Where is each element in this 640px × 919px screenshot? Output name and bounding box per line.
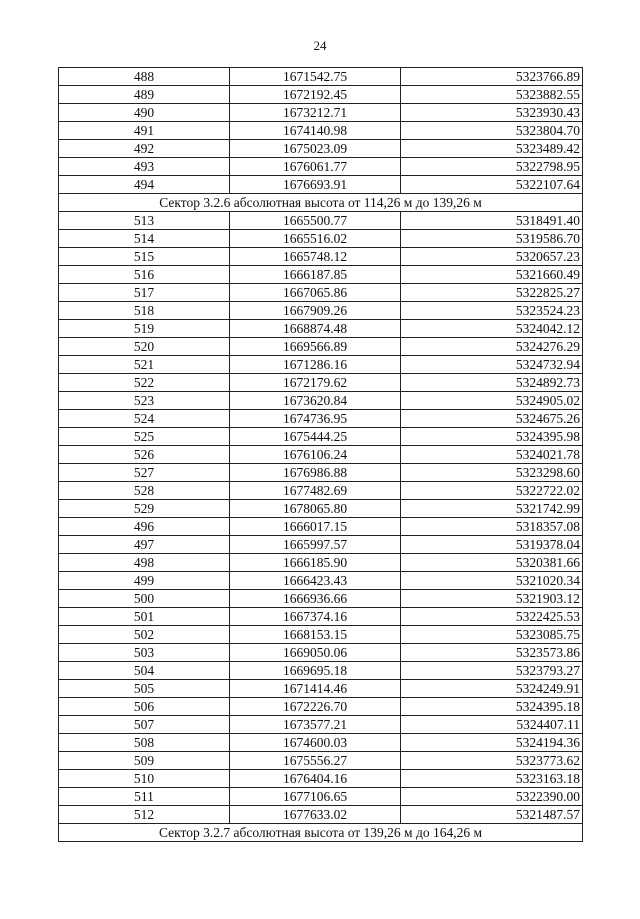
- table-row: [59, 122, 583, 140]
- table-row: [59, 698, 583, 716]
- x-coordinate-cell: 1671542.75: [230, 68, 401, 86]
- coordinates-table-body: [59, 68, 583, 842]
- table-row: [59, 464, 583, 482]
- y-coordinate-cell: 5324675.26: [401, 410, 583, 428]
- table-row: [59, 716, 583, 734]
- y-coordinate-cell: 5323882.55: [401, 86, 583, 104]
- point-number-cell: 498: [59, 554, 230, 572]
- y-coordinate-cell: 5321660.49: [401, 266, 583, 284]
- table-row: [59, 68, 583, 86]
- point-number-cell: 493: [59, 158, 230, 176]
- point-number-cell: 499: [59, 572, 230, 590]
- table-row: [59, 320, 583, 338]
- y-coordinate-cell: 5322722.02: [401, 482, 583, 500]
- y-coordinate-cell: 5321742.99: [401, 500, 583, 518]
- x-coordinate-cell: 1675023.09: [230, 140, 401, 158]
- sector-title: Сектор 3.2.7 абсолютная высота от 139,26 м до 164,26 м: [59, 824, 583, 842]
- y-coordinate-cell: 5321020.34: [401, 572, 583, 590]
- table-row: [59, 734, 583, 752]
- x-coordinate-cell: 1676693.91: [230, 176, 401, 194]
- y-coordinate-cell: 5322425.53: [401, 608, 583, 626]
- x-coordinate-cell: 1673212.71: [230, 104, 401, 122]
- point-number-cell: 489: [59, 86, 230, 104]
- table-row: [59, 266, 583, 284]
- x-coordinate-cell: 1674600.03: [230, 734, 401, 752]
- y-coordinate-cell: 5323085.75: [401, 626, 583, 644]
- point-number-cell: 516: [59, 266, 230, 284]
- point-number-cell: 502: [59, 626, 230, 644]
- y-coordinate-cell: 5324395.18: [401, 698, 583, 716]
- y-coordinate-cell: 5324395.98: [401, 428, 583, 446]
- x-coordinate-cell: 1666185.90: [230, 554, 401, 572]
- point-number-cell: 527: [59, 464, 230, 482]
- x-coordinate-cell: 1668153.15: [230, 626, 401, 644]
- y-coordinate-cell: 5318357.08: [401, 518, 583, 536]
- x-coordinate-cell: 1671414.46: [230, 680, 401, 698]
- x-coordinate-cell: 1667374.16: [230, 608, 401, 626]
- table-row: [59, 482, 583, 500]
- x-coordinate-cell: 1669050.06: [230, 644, 401, 662]
- table-row: [59, 302, 583, 320]
- point-number-cell: 517: [59, 284, 230, 302]
- point-number-cell: 500: [59, 590, 230, 608]
- y-coordinate-cell: 5324892.73: [401, 374, 583, 392]
- y-coordinate-cell: 5320657.23: [401, 248, 583, 266]
- table-row: [59, 356, 583, 374]
- x-coordinate-cell: 1676986.88: [230, 464, 401, 482]
- x-coordinate-cell: 1671286.16: [230, 356, 401, 374]
- point-number-cell: 522: [59, 374, 230, 392]
- x-coordinate-cell: 1666017.15: [230, 518, 401, 536]
- table-row: [59, 446, 583, 464]
- y-coordinate-cell: 5318491.40: [401, 212, 583, 230]
- y-coordinate-cell: 5324732.94: [401, 356, 583, 374]
- y-coordinate-cell: 5324407.11: [401, 716, 583, 734]
- page-number: 24: [313, 38, 327, 53]
- point-number-cell: 513: [59, 212, 230, 230]
- point-number-cell: 523: [59, 392, 230, 410]
- table-row: [59, 662, 583, 680]
- x-coordinate-cell: 1666423.43: [230, 572, 401, 590]
- point-number-cell: 501: [59, 608, 230, 626]
- table-row: [59, 518, 583, 536]
- point-number-cell: 510: [59, 770, 230, 788]
- x-coordinate-cell: 1669566.89: [230, 338, 401, 356]
- table-row: [59, 410, 583, 428]
- x-coordinate-cell: 1665997.57: [230, 536, 401, 554]
- y-coordinate-cell: 5324905.02: [401, 392, 583, 410]
- x-coordinate-cell: 1674140.98: [230, 122, 401, 140]
- sector-header-row: [59, 194, 583, 212]
- x-coordinate-cell: 1672226.70: [230, 698, 401, 716]
- x-coordinate-cell: 1667065.86: [230, 284, 401, 302]
- table-row: [59, 248, 583, 266]
- table-row: [59, 212, 583, 230]
- table-row: [59, 230, 583, 248]
- point-number-cell: 508: [59, 734, 230, 752]
- table-row: [59, 392, 583, 410]
- point-number-cell: 503: [59, 644, 230, 662]
- y-coordinate-cell: 5323793.27: [401, 662, 583, 680]
- table-row: [59, 572, 583, 590]
- point-number-cell: 519: [59, 320, 230, 338]
- y-coordinate-cell: 5323773.62: [401, 752, 583, 770]
- x-coordinate-cell: 1672179.62: [230, 374, 401, 392]
- x-coordinate-cell: 1676404.16: [230, 770, 401, 788]
- x-coordinate-cell: 1673577.21: [230, 716, 401, 734]
- x-coordinate-cell: 1669695.18: [230, 662, 401, 680]
- point-number-cell: 520: [59, 338, 230, 356]
- y-coordinate-cell: 5319378.04: [401, 536, 583, 554]
- point-number-cell: 496: [59, 518, 230, 536]
- table-row: [59, 176, 583, 194]
- point-number-cell: 504: [59, 662, 230, 680]
- y-coordinate-cell: 5323766.89: [401, 68, 583, 86]
- table-row: [59, 590, 583, 608]
- point-number-cell: 488: [59, 68, 230, 86]
- x-coordinate-cell: 1666187.85: [230, 266, 401, 284]
- table-row: [59, 608, 583, 626]
- table-row: [59, 104, 583, 122]
- y-coordinate-cell: 5321487.57: [401, 806, 583, 824]
- table-row: [59, 428, 583, 446]
- y-coordinate-cell: 5323804.70: [401, 122, 583, 140]
- y-coordinate-cell: 5322798.95: [401, 158, 583, 176]
- x-coordinate-cell: 1677633.02: [230, 806, 401, 824]
- point-number-cell: 524: [59, 410, 230, 428]
- point-number-cell: 490: [59, 104, 230, 122]
- point-number-cell: 525: [59, 428, 230, 446]
- x-coordinate-cell: 1666936.66: [230, 590, 401, 608]
- y-coordinate-cell: 5320381.66: [401, 554, 583, 572]
- point-number-cell: 509: [59, 752, 230, 770]
- y-coordinate-cell: 5323489.42: [401, 140, 583, 158]
- point-number-cell: 491: [59, 122, 230, 140]
- table-row: [59, 374, 583, 392]
- point-number-cell: 529: [59, 500, 230, 518]
- x-coordinate-cell: 1668874.48: [230, 320, 401, 338]
- y-coordinate-cell: 5322390.00: [401, 788, 583, 806]
- y-coordinate-cell: 5323524.23: [401, 302, 583, 320]
- y-coordinate-cell: 5324194.36: [401, 734, 583, 752]
- x-coordinate-cell: 1672192.45: [230, 86, 401, 104]
- sector-header-row: [59, 824, 583, 842]
- point-number-cell: 511: [59, 788, 230, 806]
- x-coordinate-cell: 1665500.77: [230, 212, 401, 230]
- x-coordinate-cell: 1667909.26: [230, 302, 401, 320]
- y-coordinate-cell: 5324249.91: [401, 680, 583, 698]
- point-number-cell: 506: [59, 698, 230, 716]
- table-row: [59, 680, 583, 698]
- point-number-cell: 505: [59, 680, 230, 698]
- y-coordinate-cell: 5321903.12: [401, 590, 583, 608]
- y-coordinate-cell: 5324042.12: [401, 320, 583, 338]
- point-number-cell: 526: [59, 446, 230, 464]
- y-coordinate-cell: 5322825.27: [401, 284, 583, 302]
- point-number-cell: 492: [59, 140, 230, 158]
- x-coordinate-cell: 1665748.12: [230, 248, 401, 266]
- point-number-cell: 507: [59, 716, 230, 734]
- x-coordinate-cell: 1676061.77: [230, 158, 401, 176]
- table-row: [59, 752, 583, 770]
- table-row: [59, 788, 583, 806]
- point-number-cell: 528: [59, 482, 230, 500]
- table-row: [59, 644, 583, 662]
- table-row: [59, 284, 583, 302]
- x-coordinate-cell: 1677106.65: [230, 788, 401, 806]
- x-coordinate-cell: 1675556.27: [230, 752, 401, 770]
- table-row: [59, 86, 583, 104]
- table-row: [59, 770, 583, 788]
- point-number-cell: 494: [59, 176, 230, 194]
- x-coordinate-cell: 1676106.24: [230, 446, 401, 464]
- x-coordinate-cell: 1675444.25: [230, 428, 401, 446]
- y-coordinate-cell: 5324021.78: [401, 446, 583, 464]
- y-coordinate-cell: 5319586.70: [401, 230, 583, 248]
- table-row: [59, 338, 583, 356]
- coordinates-table: [58, 67, 583, 842]
- table-row: [59, 626, 583, 644]
- table-row: [59, 536, 583, 554]
- table-row: [59, 554, 583, 572]
- x-coordinate-cell: 1674736.95: [230, 410, 401, 428]
- point-number-cell: 515: [59, 248, 230, 266]
- table-row: [59, 158, 583, 176]
- point-number-cell: 497: [59, 536, 230, 554]
- x-coordinate-cell: 1665516.02: [230, 230, 401, 248]
- point-number-cell: 518: [59, 302, 230, 320]
- y-coordinate-cell: 5323930.43: [401, 104, 583, 122]
- y-coordinate-cell: 5322107.64: [401, 176, 583, 194]
- table-row: [59, 806, 583, 824]
- x-coordinate-cell: 1677482.69: [230, 482, 401, 500]
- point-number-cell: 521: [59, 356, 230, 374]
- y-coordinate-cell: 5323573.86: [401, 644, 583, 662]
- point-number-cell: 512: [59, 806, 230, 824]
- y-coordinate-cell: 5323298.60: [401, 464, 583, 482]
- table-row: [59, 500, 583, 518]
- table-row: [59, 140, 583, 158]
- x-coordinate-cell: 1678065.80: [230, 500, 401, 518]
- point-number-cell: 514: [59, 230, 230, 248]
- y-coordinate-cell: 5324276.29: [401, 338, 583, 356]
- sector-title: Сектор 3.2.6 абсолютная высота от 114,26 м до 139,26 м: [59, 194, 583, 212]
- x-coordinate-cell: 1673620.84: [230, 392, 401, 410]
- y-coordinate-cell: 5323163.18: [401, 770, 583, 788]
